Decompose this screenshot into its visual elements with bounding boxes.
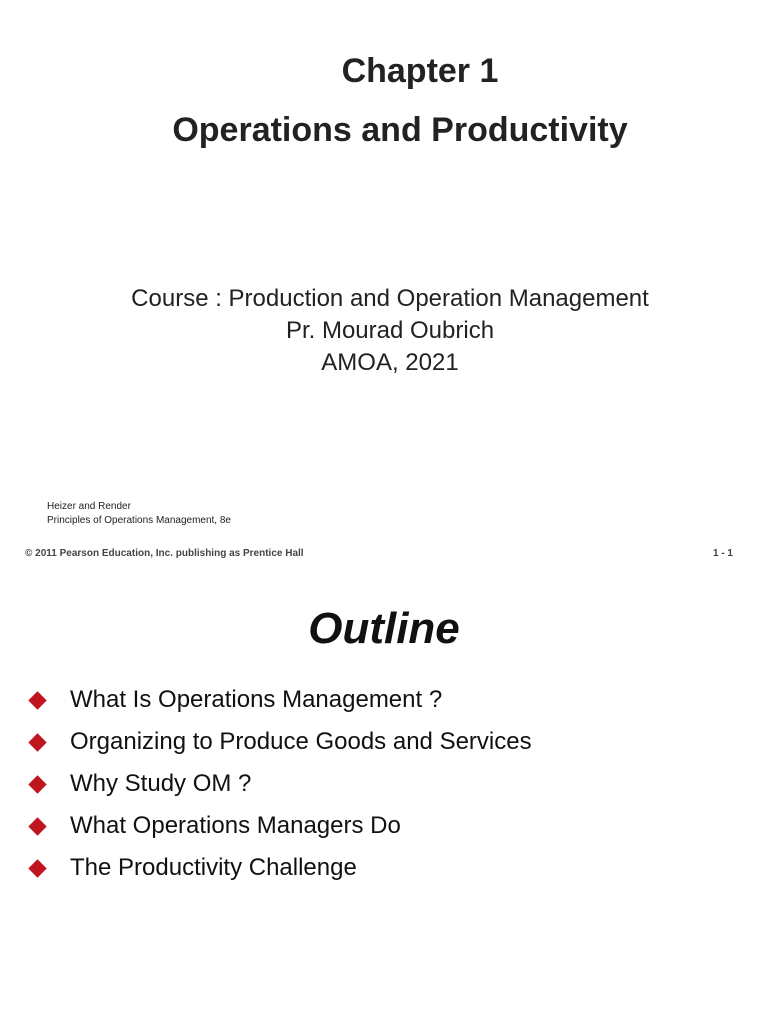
book-title: Principles of Operations Management, 8e — [47, 515, 231, 526]
book-credit — [47, 500, 231, 528]
list-item — [28, 721, 532, 763]
course-name: Course : Production and Operation Management — [131, 285, 649, 312]
outline-list — [28, 679, 532, 889]
organization-year: AMOA, 2021 — [321, 349, 459, 376]
list-item-text: Why Study OM ? — [70, 770, 252, 797]
list-item-text: What Is Operations Management ? — [70, 686, 443, 713]
list-item-text: Organizing to Produce Goods and Services — [70, 728, 532, 755]
red-diamond-bullet-icon — [28, 817, 46, 835]
list-item-text: The Productivity Challenge — [70, 854, 357, 881]
red-diamond-bullet-icon — [28, 775, 46, 793]
copyright-footer: © 2011 Pearson Education, Inc. publishing as Prentice Hall — [25, 548, 304, 559]
page-number: 1 - 1 — [712, 548, 733, 559]
list-item — [28, 805, 532, 847]
course-info — [0, 283, 768, 379]
list-item — [28, 847, 532, 889]
professor-name: Pr. Mourad Oubrich — [285, 317, 495, 344]
outline-slide — [0, 576, 768, 1024]
outline-title: Outline — [308, 604, 460, 653]
red-diamond-bullet-icon — [28, 691, 46, 709]
slide-title: Operations and Productivity — [172, 111, 628, 149]
red-diamond-bullet-icon — [28, 733, 46, 751]
book-authors: Heizer and Render — [47, 501, 131, 512]
chapter-heading: Chapter 1 — [341, 52, 499, 90]
list-item-text: What Operations Managers Do — [70, 812, 401, 839]
list-item — [28, 679, 532, 721]
list-item — [28, 763, 532, 805]
red-diamond-bullet-icon — [28, 859, 46, 877]
